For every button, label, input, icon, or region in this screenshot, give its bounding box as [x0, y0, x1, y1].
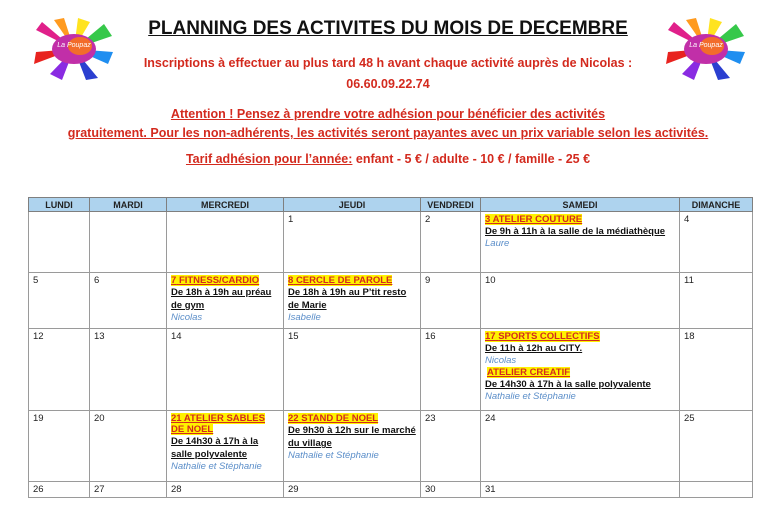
activity-host: Isabelle: [288, 312, 321, 323]
activity-details: De 18h à 19h au P’tit resto de Marie: [288, 287, 407, 311]
day-number: 31: [485, 484, 496, 495]
activity-details: De 14h30 à 17h à la salle polyvalente: [171, 436, 259, 460]
activity-host: Nathalie et Stéphanie: [288, 450, 379, 461]
day-cell: [90, 482, 167, 498]
day-cell: [90, 329, 167, 411]
day-number: 23: [425, 413, 436, 424]
activity-details: De 11h à 12h au CITY.: [485, 343, 583, 354]
activity-details: De 18h à 19h au préau de gym: [171, 287, 272, 311]
day-cell: [29, 411, 90, 482]
day-cell: [481, 273, 680, 329]
day-header-lundi: LUNDI: [29, 198, 90, 212]
day-cell-activity: [481, 329, 680, 411]
day-header-jeudi: JEUDI: [284, 198, 421, 212]
logo-text: La Poupaz: [57, 42, 91, 49]
day-cell: [284, 482, 421, 498]
day-number: 27: [94, 484, 105, 495]
day-cell: [481, 411, 680, 482]
day-number: 4: [684, 214, 690, 225]
day-number: 20: [94, 413, 105, 424]
day-header-mercredi: MERCREDI: [167, 198, 284, 212]
day-number: 21: [171, 413, 182, 424]
activity-title: 17 SPORTS COLLECTIFS: [485, 331, 600, 342]
day-cell: [421, 482, 481, 498]
week-row: [29, 212, 753, 273]
activity-title: 21 ATELIER SABLES DE NOEL: [171, 413, 265, 435]
day-number: 18: [684, 331, 695, 342]
day-number: 16: [425, 331, 436, 342]
day-number: 28: [171, 484, 182, 495]
day-cell: [680, 411, 753, 482]
day-cell: [421, 329, 481, 411]
day-cell: [421, 411, 481, 482]
day-number: 1: [288, 214, 294, 225]
day-cell-empty: [29, 212, 90, 273]
day-number: 9: [425, 275, 431, 286]
day-number: 10: [485, 275, 496, 286]
day-number: 30: [425, 484, 436, 495]
day-cell: [29, 273, 90, 329]
tarif-values: enfant - 5 € / adulte - 10 € / famille - 25 €: [352, 152, 591, 166]
day-cell: [421, 212, 481, 273]
activity-host: Nicolas: [485, 355, 517, 366]
week-row: [29, 329, 753, 411]
page-title: PLANNING DES ACTIVITES DU MOIS DE DECEMBRE: [148, 18, 628, 39]
day-cell: [481, 482, 680, 498]
day-cell: [284, 212, 421, 273]
activity-host: Laure: [485, 238, 510, 249]
activity-host: Nicolas: [171, 312, 203, 323]
day-number: 24: [485, 413, 496, 424]
day-number: 3: [485, 214, 491, 225]
activity-title: 22 STAND DE NOEL: [288, 413, 379, 424]
activity-details: De 9h à 11h à la salle de la médiathèque: [485, 226, 666, 237]
day-header-dimanche: DIMANCHE: [680, 198, 753, 212]
inscriptions-text: Inscriptions à effectuer au plus tard 48 h avant chaque activité auprès de Nicolas :: [143, 56, 633, 70]
calendar-table: [28, 197, 753, 498]
day-number: 13: [94, 331, 105, 342]
week-row: [29, 273, 753, 329]
day-number: 26: [33, 484, 44, 495]
day-number: 7: [171, 275, 177, 286]
logo-text: La Poupaz: [689, 42, 723, 49]
day-number: 5: [33, 275, 39, 286]
day-cell: [421, 273, 481, 329]
calendar-header-row: [29, 198, 753, 212]
day-number: 6: [94, 275, 100, 286]
phone-number: 06.60.09.22.74: [346, 77, 430, 91]
attention-line-1: Attention ! Pensez à prendre votre adhésion pour bénéficier des activités: [170, 107, 606, 121]
day-header-vendredi: VENDREDI: [421, 198, 481, 212]
day-number: 12: [33, 331, 44, 342]
day-cell-empty: [90, 212, 167, 273]
day-cell-activity: [167, 273, 284, 329]
day-number: 29: [288, 484, 299, 495]
tarif-label: Tarif adhésion pour l’année:: [185, 152, 353, 166]
activity-title: 7 FITNESS/CARDIO: [171, 275, 260, 286]
activity-host: Nathalie et Stéphanie: [171, 461, 262, 472]
day-cell: [167, 329, 284, 411]
day-number: 15: [288, 331, 299, 342]
day-number: 14: [171, 331, 182, 342]
day-cell: [680, 329, 753, 411]
day-cell-activity: [284, 273, 421, 329]
activity-title-2: ATELIER CREATIF: [487, 367, 571, 378]
day-number: 25: [684, 413, 695, 424]
activity-title: 8 CERCLE DE PAROLE: [288, 275, 393, 286]
activity-details-2: De 14h30 à 17h à la salle polyvalente: [485, 379, 651, 390]
day-cell: [90, 273, 167, 329]
day-cell: [680, 212, 753, 273]
day-number: 11: [684, 275, 694, 286]
day-cell-empty: [680, 482, 753, 498]
day-cell-empty: [167, 212, 284, 273]
day-cell: [29, 329, 90, 411]
activity-host-2: Nathalie et Stéphanie: [485, 391, 576, 402]
week-row: [29, 411, 753, 482]
day-header-samedi: SAMEDI: [481, 198, 680, 212]
day-number: 19: [33, 413, 44, 424]
day-number: 8: [288, 275, 294, 286]
day-number: 22: [288, 413, 299, 424]
day-cell: [29, 482, 90, 498]
day-cell-activity: [284, 411, 421, 482]
day-cell: [680, 273, 753, 329]
day-number: 2: [425, 214, 431, 225]
day-cell: [167, 482, 284, 498]
activity-details: De 9h30 à 12h sur le marché du village: [288, 425, 416, 449]
tarif-line: [0, 152, 776, 166]
week-row: [29, 482, 753, 498]
day-cell-activity: [481, 212, 680, 273]
day-header-mardi: MARDI: [90, 198, 167, 212]
day-cell-activity: [167, 411, 284, 482]
activity-title: 3 ATELIER COUTURE: [485, 214, 583, 225]
attention-line-2: gratuitement. Pour les non-adhérents, les activités seront payantes avec un prix variable selon les activités.: [67, 126, 709, 140]
day-cell: [90, 411, 167, 482]
day-cell: [284, 329, 421, 411]
day-number: 17: [485, 331, 496, 342]
